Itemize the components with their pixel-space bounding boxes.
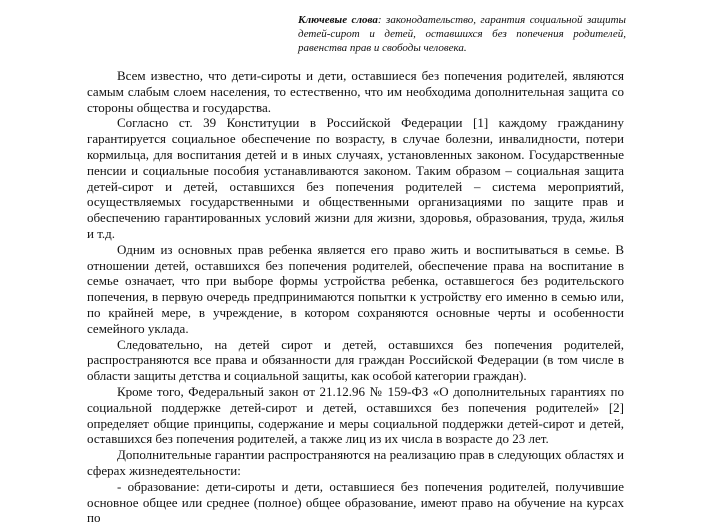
keywords-text: : законодательство, гарантия социальной защиты детей-сирот и детей, оставшихся без попечения родителей, равенства прав и свободы человека. — [298, 14, 626, 54]
paragraph: Кроме того, Федеральный закон от 21.12.96 № 159-ФЗ «О дополнительных гарантиях по социальной поддержке детей-сирот и детей, оставшихся без попечения родителей» [2] определяет общие принципы, содержание и меры социальной поддержки детей-сирот и детей, оставшихся без попечения родителей, а также лиц из их числа в возрасте до 23 лет. — [87, 383, 624, 447]
paragraph: Дополнительные гарантии распространяются на реализацию прав в следующих областях и сферах жизнедеятельности: — [87, 447, 624, 478]
list-item: - образование: дети-сироты и дети, оставшиеся без попечения родителей, получившие основное общее или среднее (полное) общее образование, имеют право на обучение на курсах по — [87, 478, 624, 526]
paragraph: Следовательно, на детей сирот и детей, оставшихся без попечения родителей, распространяются все права и обязанности для граждан Российской Федерации (в том числе в области защиты детства и социальной защиты, как особой категории граждан). — [87, 336, 624, 384]
paragraph: Одним из основных прав ребенка является его право жить и воспитываться в семье. В отношении детей, оставшихся без попечения родителей, обеспечение права на воспитание в семье означает, что при выборе формы устройства ребенка, оставшегося без родительского попечения, в первую очередь предпринимаются попытки к устройству его именно в семью или, по крайней мере, в учреждение, в котором сохраняются основные черты и особенности семейного уклада. — [87, 241, 624, 336]
paragraph: Всем известно, что дети-сироты и дети, оставшиеся без попечения родителей, являются самым слабым слоем населения, то естественно, что им необходима дополнительная защита со стороны общества и государства. — [87, 68, 624, 115]
keywords-label: Ключевые слова — [298, 14, 378, 26]
keywords-block — [298, 13, 626, 55]
paragraph: Согласно ст. 39 Конституции в Российской Федерации [1] каждому гражданину гарантируется социальное обеспечение по возрасту, в случае болезни, инвалидности, потери кормильца, для воспитания детей и в иных случаях, установленных законом. Государственные пенсии и социальные пособия устанавливаются законом. Таким образом – социальная защита детей-сирот и детей, оставшихся без попечения родителей – система мероприятий, осуществляемых государственными и общественными организациями по защите прав и обеспечению гарантированных условий жизни для жизни, здоровья, образования, труда, жилья и т.д. — [87, 115, 624, 241]
article-body — [87, 68, 624, 526]
